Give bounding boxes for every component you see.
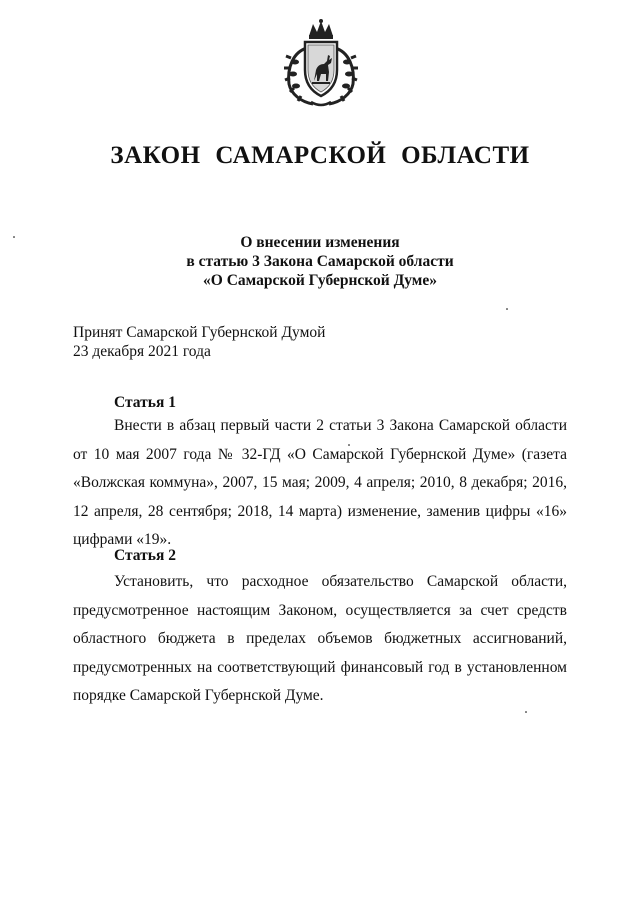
scan-speck <box>13 236 15 238</box>
article-1-body <box>73 412 567 555</box>
subject-line: «О Самарской Губернской Думе» <box>203 272 437 289</box>
subject-line: в статью 3 Закона Самарской области <box>186 253 454 270</box>
law-subject <box>0 233 640 290</box>
adoption-body-line: Принят Самарской Губернской Думой <box>73 324 326 341</box>
article-1-heading: Статья 1 <box>114 394 176 411</box>
adoption-note <box>73 323 325 361</box>
samara-region-coat-of-arms-icon <box>283 18 359 110</box>
scan-speck <box>525 711 527 713</box>
article-2-body <box>73 568 567 711</box>
subject-line: О внесении изменения <box>240 234 400 251</box>
adoption-date-line: 23 декабря 2021 года <box>73 343 211 360</box>
article-2-line: порядке Самарской Губернской Думе. <box>73 687 324 704</box>
article-1-line: Внести в абзац первый части 2 статьи 3 Закона Самарской области <box>114 417 567 434</box>
article-1-line: «Волжская коммуна», 2007, 15 мая; 2009, 4 апреля; 2010, 8 декабря; 2016, <box>73 474 567 491</box>
article-2-line: предусмотренное настоящим Законом, осуществляется за счет средств <box>73 601 567 619</box>
article-1-line: от 10 мая 2007 года № 32-ГД «О Самарской Губернской Думе» (газета <box>73 445 567 463</box>
scan-speck <box>506 308 508 310</box>
article-2-line: Установить, что расходное обязательство Самарской области, <box>114 573 567 590</box>
article-1-line: 12 апреля, 28 сентября; 2018, 14 марта) изменение, заменив цифры «16» <box>73 502 567 520</box>
article-1-line: цифрами «19». <box>73 531 172 548</box>
article-2-line: областного бюджета в пределах объемов бюджетных ассигнований, <box>73 630 567 647</box>
article-2-line: предусмотренных на соответствующий финансовый год в установленном <box>73 658 567 676</box>
scan-speck <box>348 444 350 446</box>
article-2-heading: Статья 2 <box>114 547 176 564</box>
law-title: ЗАКОН САМАРСКОЙ ОБЛАСТИ <box>110 142 530 169</box>
